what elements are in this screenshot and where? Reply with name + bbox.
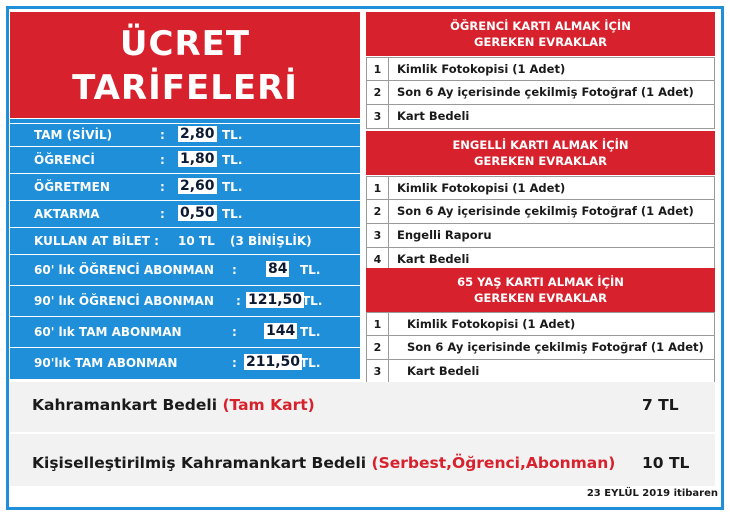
list-item	[366, 360, 715, 384]
tariff-label: 90'lık TAM ABONMAN	[34, 356, 178, 370]
fee-row	[10, 434, 715, 484]
fee-name-wrap	[32, 454, 615, 472]
tariff-colon: :	[160, 180, 165, 194]
tariff-label: TAM (SİVİL)	[34, 128, 113, 142]
item-text: Kimlik Fotokopisi (1 Adet)	[407, 317, 576, 331]
tariff-unit: TL.	[302, 294, 323, 308]
tariff-label: ÖĞRETMEN	[34, 180, 110, 194]
fee-qualifier: (Serbest,Öğrenci,Abonman)	[371, 454, 616, 472]
tariff-row	[10, 173, 360, 199]
item-text: Kart Bedeli	[397, 252, 470, 266]
tariff-value: 144	[266, 323, 296, 339]
item-number: 3	[367, 105, 389, 128]
item-text: Kart Bedeli	[397, 109, 470, 123]
tariff-value: 121,50	[248, 292, 303, 308]
section-heading-line: ÖĞRENCİ KARTI ALMAK İÇİN	[450, 19, 631, 33]
tariff-colon: :	[232, 263, 237, 277]
list-item	[366, 176, 715, 200]
item-number: 4	[367, 248, 389, 271]
item-number: 3	[367, 224, 389, 247]
item-number: 1	[367, 58, 389, 81]
section-heading-line: ENGELLİ KARTI ALMAK İÇİN	[452, 138, 629, 152]
tariff-unit: TL.	[300, 263, 321, 277]
section-heading-line: GEREKEN EVRAKLAR	[474, 154, 607, 168]
tariff-value: 10 TL	[178, 234, 215, 248]
title-line-2: TARİFELERİ	[72, 68, 298, 108]
tariff-value: 211,50	[246, 354, 301, 370]
tariff-colon: :	[160, 207, 165, 221]
effective-date: 23 EYLÜL 2019 itibaren	[586, 488, 718, 499]
fee-price: 7 TL	[642, 396, 679, 414]
tariff-unit: TL.	[222, 153, 243, 167]
list-item	[366, 57, 715, 81]
title-banner	[10, 12, 360, 118]
list-item	[366, 224, 715, 248]
tariff-row	[10, 285, 360, 315]
tariff-colon: :	[160, 128, 165, 142]
tariff-label: KULLAN AT BİLET :	[34, 234, 159, 248]
tariff-unit: TL.	[300, 325, 321, 339]
item-number: 1	[367, 313, 389, 336]
tariff-row	[10, 200, 360, 226]
card-fees-panel	[10, 382, 715, 486]
tariff-colon: :	[160, 153, 165, 167]
item-number: 2	[367, 200, 389, 223]
tariff-colon: :	[232, 325, 237, 339]
tariff-label: ÖĞRENCİ	[34, 153, 95, 167]
tariff-label: 60' lık ÖĞRENCİ ABONMAN	[34, 263, 214, 277]
tariff-colon: :	[232, 356, 237, 370]
tariff-unit: TL.	[222, 207, 243, 221]
section-heading-line: GEREKEN EVRAKLAR	[474, 291, 607, 305]
fee-row	[10, 382, 715, 432]
tariff-row	[10, 254, 360, 284]
tariff-row	[10, 316, 360, 346]
section-heading-line: 65 YAŞ KARTI ALMAK İÇİN	[457, 275, 624, 289]
section-heading-student-card	[366, 12, 715, 56]
tariff-value: 84	[268, 261, 288, 277]
fee-name: Kişiselleştirilmiş Kahramankart Bedeli	[32, 454, 367, 472]
item-text: Kimlik Fotokopisi (1 Adet)	[397, 181, 566, 195]
list-item	[366, 200, 715, 224]
item-text: Engelli Raporu	[397, 228, 492, 242]
section-heading-senior-card	[366, 268, 715, 312]
fee-qualifier: (Tam Kart)	[222, 396, 315, 414]
tariff-colon: :	[236, 294, 241, 308]
tariff-value: 2,60	[180, 178, 215, 194]
tariff-unit: TL.	[222, 180, 243, 194]
item-number: 2	[367, 336, 389, 359]
item-number: 1	[367, 177, 389, 200]
list-item	[366, 81, 715, 105]
title-line-1: ÜCRET	[119, 24, 251, 64]
item-text: Son 6 Ay içerisinde çekilmiş Fotoğraf (1 Adet)	[397, 85, 694, 99]
section-heading-disabled-card	[366, 131, 715, 175]
tariff-row	[10, 146, 360, 172]
tariff-value: 0,50	[180, 205, 215, 221]
list-item	[366, 336, 715, 360]
tariff-row	[10, 227, 360, 253]
item-text: Kart Bedeli	[407, 364, 480, 378]
list-item	[366, 105, 715, 129]
fee-name: Kahramankart Bedeli	[32, 396, 218, 414]
tariff-list	[10, 119, 360, 379]
tariff-value: 1,80	[180, 151, 215, 167]
tariff-unit: TL.	[300, 356, 321, 370]
item-text: Son 6 Ay içerisinde çekilmiş Fotoğraf (1 Adet)	[407, 340, 704, 354]
tariff-row	[10, 347, 360, 377]
section-heading-line: GEREKEN EVRAKLAR	[474, 35, 607, 49]
fee-price: 10 TL	[642, 454, 690, 472]
tariff-value: 2,80	[180, 126, 215, 142]
tariff-label: 60' lık TAM ABONMAN	[34, 325, 182, 339]
item-text: Kimlik Fotokopisi (1 Adet)	[397, 62, 566, 76]
tariff-extra: (3 BİNİŞLİK)	[230, 234, 312, 248]
tariff-label: 90' lık ÖĞRENCİ ABONMAN	[34, 294, 214, 308]
tariff-row	[10, 123, 360, 145]
tariff-unit: TL.	[222, 128, 243, 142]
fee-name-wrap	[32, 396, 315, 414]
item-number: 3	[367, 360, 389, 383]
item-number: 2	[367, 81, 389, 104]
tariff-label: AKTARMA	[34, 207, 100, 221]
item-text: Son 6 Ay içerisinde çekilmiş Fotoğraf (1 Adet)	[397, 204, 694, 218]
list-item	[366, 312, 715, 336]
